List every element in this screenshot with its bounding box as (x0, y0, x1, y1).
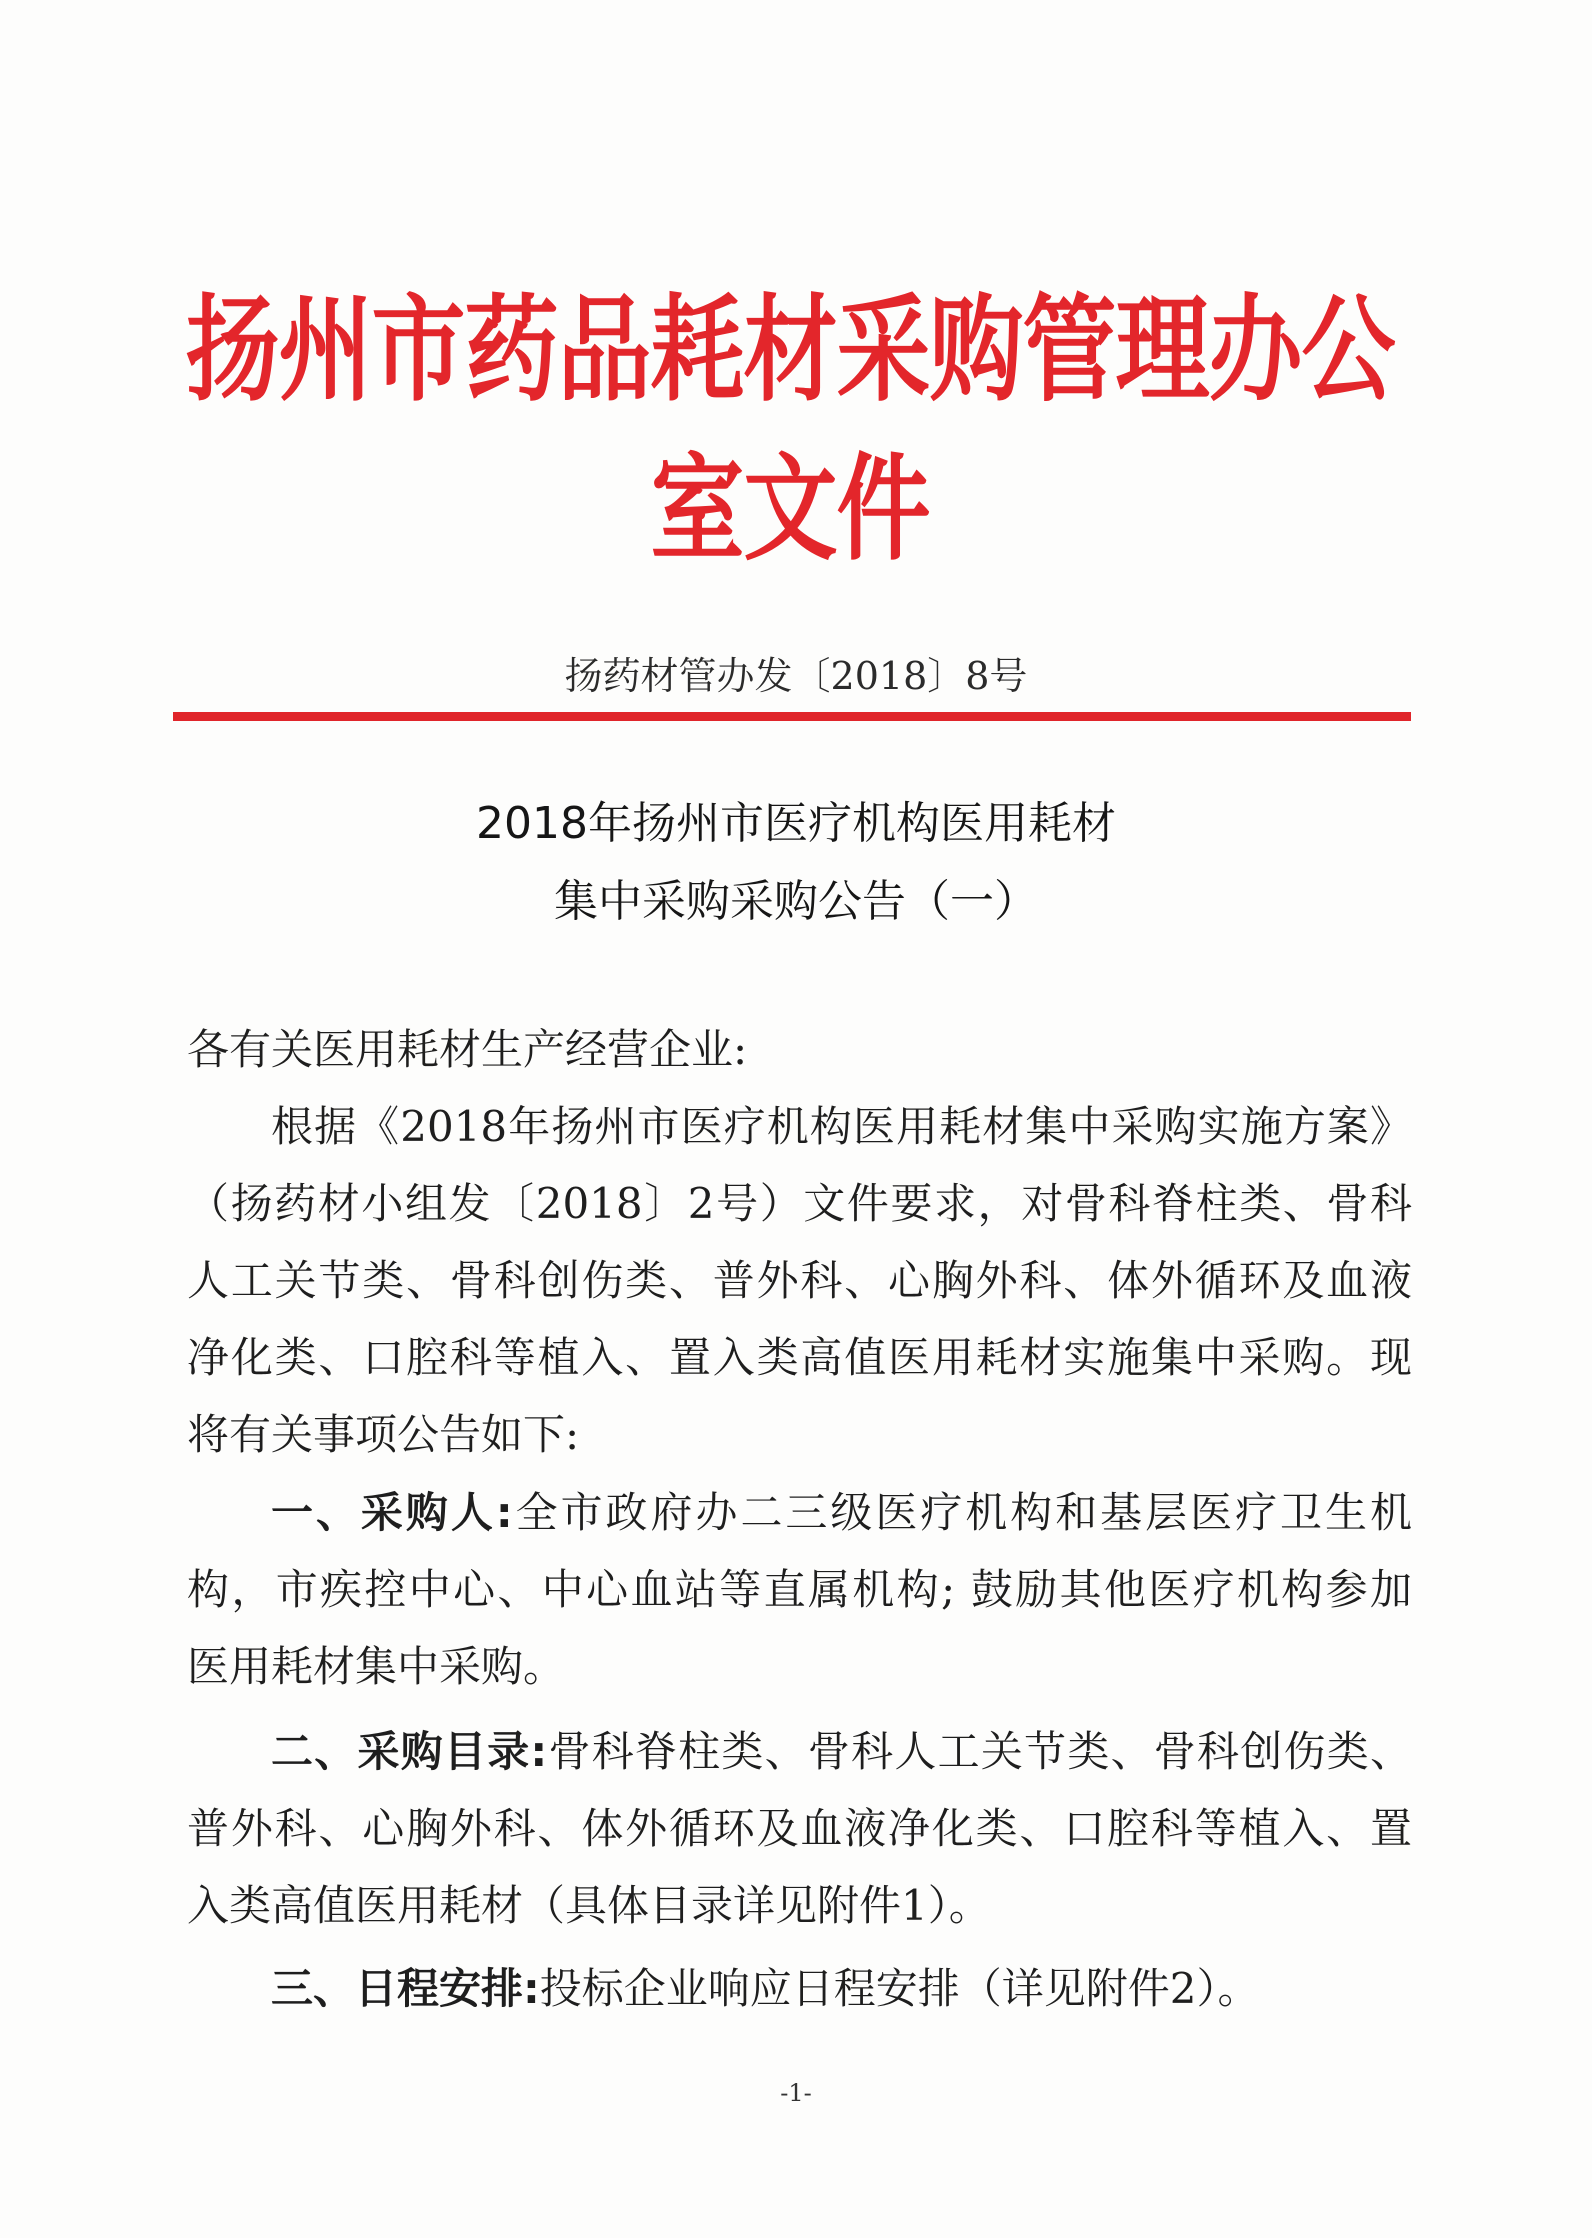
section1-line-2: 构，市疾控中心、中心血站等直属机构; 鼓励其他医疗机构参加 (187, 1565, 1412, 1614)
section2-first-text: 骨科脊柱类、骨科人工关节类、骨科创伤类、 (547, 1727, 1412, 1776)
notice-title-line-2: 集中采购采购公告（一） (554, 876, 1038, 927)
document-number: 扬药材管办发〔2018〕8号 (564, 654, 1028, 698)
section1-first-line (187, 1483, 1412, 1543)
intro-line-1: 根据《2018年扬州市医疗机构医用耗材集中采购实施方案》 (271, 1102, 1412, 1151)
intro-line-5: 将有关事项公告如下: (187, 1410, 580, 1459)
intro-line-4: 净化类、口腔科等植入、置入类高值医用耗材实施集中采购。现 (187, 1333, 1412, 1382)
page-number: -1- (780, 2079, 812, 2107)
issuer-masthead: 扬州市药品耗材采购管理办公室文件 (185, 283, 1395, 577)
salutation: 各有关医用耗材生产经营企业: (187, 1025, 748, 1074)
section2-line-2: 普外科、心胸外科、体外循环及血液净化类、口腔科等植入、置 (187, 1804, 1412, 1853)
section2-first-line (187, 1722, 1412, 1782)
intro-line-3: 人工关节类、骨科创伤类、普外科、心胸外科、体外循环及血液 (187, 1256, 1412, 1305)
section1-line-3: 医用耗材集中采购。 (187, 1642, 566, 1691)
section2-heading: 二、采购目录: (271, 1727, 548, 1776)
section1-heading: 一、采购人: (271, 1488, 513, 1537)
section1-first-text: 全市政府办二三级医疗机构和基层医疗卫生机 (512, 1488, 1412, 1537)
section3-first-line (187, 1959, 1412, 2019)
section3-first-text: 投标企业响应日程安排（详见附件2）。 (539, 1964, 1260, 2013)
red-divider-rule (173, 712, 1411, 721)
notice-title-line-1: 2018年扬州市医疗机构医用耗材 (476, 798, 1116, 849)
section2-line-3: 入类高值医用耗材（具体目录详见附件1）。 (187, 1881, 991, 1930)
section3-heading: 三、日程安排: (271, 1964, 540, 2013)
intro-line-2: （扬药材小组发〔2018〕2号）文件要求，对骨科脊柱类、骨科 (187, 1179, 1412, 1228)
